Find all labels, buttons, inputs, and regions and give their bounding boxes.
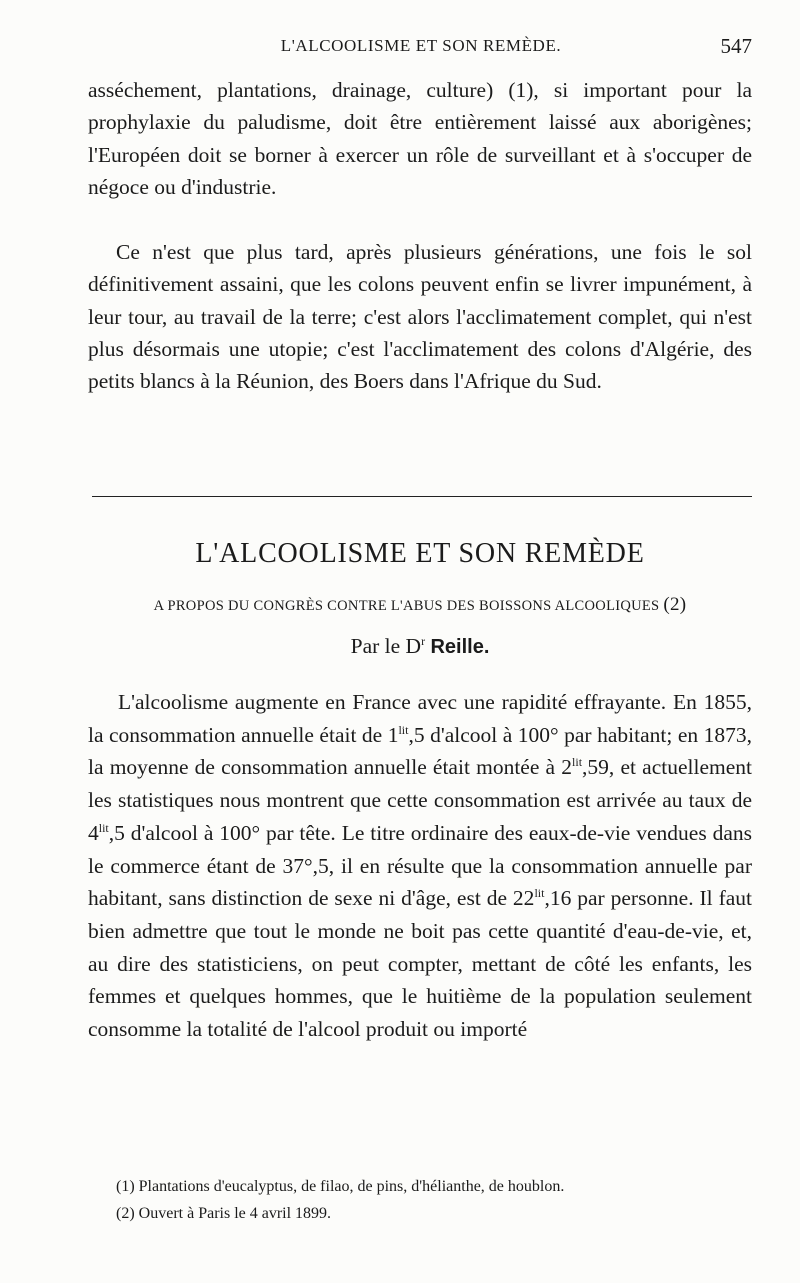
page-number: 547	[720, 34, 752, 58]
author-name: Reille.	[430, 636, 490, 658]
footnotes	[88, 1176, 752, 1230]
paragraph-alcoolisme	[88, 686, 752, 1046]
running-title: L'ALCOOLISME ET SON REMÈDE.	[280, 36, 562, 55]
section-divider	[92, 496, 752, 497]
subtitle-text: A PROPOS DU CONGRÈS CONTRE L'ABUS DES BOISSONS ALCOOLIQUES	[153, 598, 660, 614]
body-text-2: ,5 d'alcool à 100° par habitant; en 1873, la moyenne de consommation annuelle était montée à 2	[88, 722, 752, 780]
unit-lit-1: lit	[398, 722, 409, 737]
unit-lit-4: lit	[534, 886, 545, 901]
paragraph-acclimatement: Ce n'est que plus tard, après plusieurs générations, une fois le sol définitivement assaini, que les colons peuvent enfin se livrer impunément, à leur tour, au travail de la terre; c'est alors l'acclimatement complet, qui n'est plus désormais une utopie; c'est l'acclimatement des colons d'Algérie, des petits blancs à la Réunion, des Boers dans l'Afrique du Sud.	[88, 240, 752, 394]
running-head	[90, 34, 752, 60]
byline-prefix: Par le D	[350, 634, 422, 658]
body-text-5: ,16 par personne. Il faut bien admettre que tout le monde ne boit pas cette quantité d'eau-de-vie, et, au dire des statisticiens, on peut compter, mettant de côté les enfants, les femmes et quelques hommes, que le huitième de la population seulement consomme la totalité de l'alcool produit ou importé	[88, 886, 752, 1042]
byline-sup: r	[421, 634, 426, 648]
body-text-1: L'alcoolisme augmente en France avec une rapidité effrayante. En 1855, la consommation annuelle était de 1	[88, 690, 752, 747]
byline	[88, 634, 752, 659]
article-title: L'ALCOOLISME ET SON REMÈDE	[195, 538, 645, 569]
unit-lit-2: lit	[572, 755, 583, 770]
article-subtitle	[88, 594, 752, 616]
footnote-1: (1) Plantations d'eucalyptus, de filao, de pins, d'hélianthe, de houblon.	[116, 1178, 565, 1195]
footnote-2: (2) Ouvert à Paris le 4 avril 1899.	[116, 1205, 332, 1222]
footnote-ref-2: (2)	[663, 594, 687, 615]
body-text-3: ,59, et actuellement les statistiques nous montrent que cette consommation est arrivée au taux de 4	[88, 755, 752, 845]
body-text-4: ,5 d'alcool à 100° par tête. Le titre ordinaire des eaux-de-vie vendues dans le commerce étant de 37°,5, il en résulte que la consommation annuelle par habitant, sans distinction de sexe ni d'âge, est de 22	[88, 820, 752, 911]
unit-lit-3: lit	[98, 820, 109, 835]
paragraph-continued: asséchement, plantations, drainage, culture) (1), si important pour la prophylaxie du paludisme, doit être entièrement laissé aux aborigènes; l'Européen doit se borner à exercer un rôle de surveillant et à s'occuper de négoce ou d'industrie.	[88, 78, 752, 199]
